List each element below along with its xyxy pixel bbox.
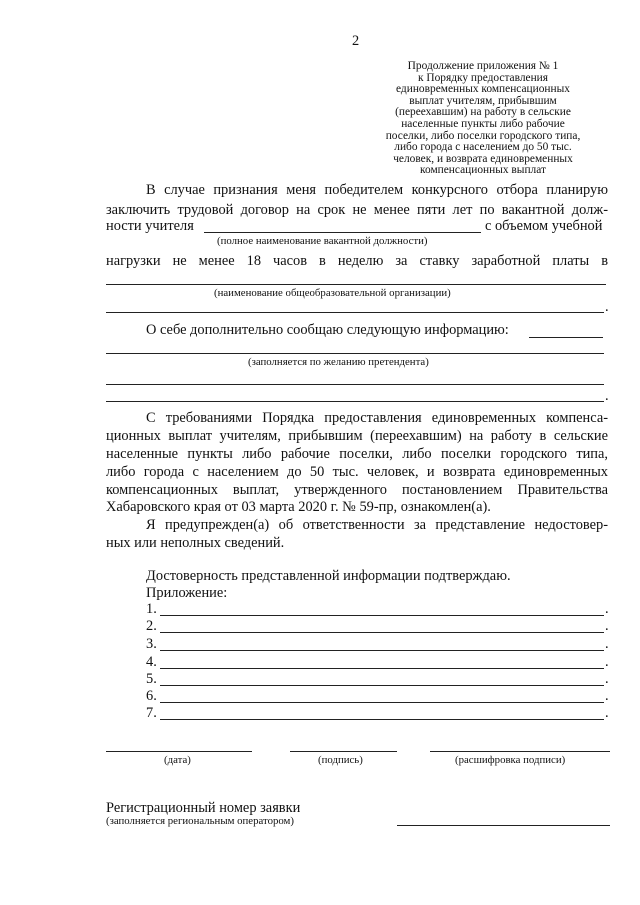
registration-label: Регистрационный номер заявки bbox=[106, 800, 301, 816]
signature-decode-input-line[interactable] bbox=[430, 751, 610, 752]
period: . bbox=[605, 618, 609, 634]
para1-line1: В случае признания меня победителем конкурсного отбора планирую bbox=[146, 182, 608, 198]
confirm-text: Достоверность представленной информации подтверждаю. bbox=[146, 568, 511, 584]
attachment-number: 7. bbox=[146, 705, 157, 721]
period: . bbox=[605, 671, 609, 687]
para4-line: Я предупрежден(а) об ответственности за представление недостовер- bbox=[146, 517, 608, 533]
attachment-input-line[interactable] bbox=[160, 632, 604, 633]
period: . bbox=[605, 705, 609, 721]
attachment-input-line[interactable] bbox=[160, 702, 604, 703]
header-line: поселки, либо поселки городского типа, bbox=[385, 129, 581, 142]
signature-decode-hint: (расшифровка подписи) bbox=[455, 754, 566, 766]
para3-line: ционных выплат учителям, прибывшим (переехавшим) на работу в сельские bbox=[106, 428, 608, 444]
attachment-input-line[interactable] bbox=[160, 685, 604, 686]
period: . bbox=[605, 601, 609, 617]
period: . bbox=[605, 299, 609, 315]
organization-input-line[interactable] bbox=[106, 284, 606, 285]
header-line: (переехавшим) на работу в сельские bbox=[395, 106, 571, 119]
attachment-label: Приложение: bbox=[146, 585, 228, 601]
para2-line1: О себе дополнительно сообщаю следующую информацию: bbox=[146, 322, 509, 338]
position-hint: (полное наименование вакантной должности) bbox=[217, 235, 428, 247]
date-hint: (дата) bbox=[164, 754, 191, 766]
info-input-line[interactable] bbox=[529, 337, 603, 338]
attachment-number: 5. bbox=[146, 671, 157, 687]
page-number: 2 bbox=[352, 33, 360, 49]
info-hint: (заполняется по желанию претендента) bbox=[248, 356, 429, 368]
period: . bbox=[605, 654, 609, 670]
attachment-input-line[interactable] bbox=[160, 668, 604, 669]
para1-line3-prefix: ности учителя bbox=[106, 218, 194, 234]
header-line: либо города с населением до 50 тыс. bbox=[394, 141, 572, 154]
attachment-number: 6. bbox=[146, 688, 157, 704]
period: . bbox=[605, 636, 609, 652]
header-line: выплат учителям, прибывшим bbox=[409, 94, 557, 107]
signature-hint: (подпись) bbox=[318, 754, 363, 766]
info-input-line-2[interactable] bbox=[106, 353, 604, 354]
info-input-line-3[interactable] bbox=[106, 384, 604, 385]
registration-hint: (заполняется региональным оператором) bbox=[106, 815, 294, 827]
appendix-header bbox=[378, 61, 588, 177]
para1-line3-suffix: с объемом учебной bbox=[485, 218, 603, 234]
header-line: единовременных компенсационных bbox=[396, 83, 570, 96]
attachment-number: 2. bbox=[146, 618, 157, 634]
period: . bbox=[605, 388, 609, 404]
para4-line: ных или неполных сведений. bbox=[106, 535, 285, 551]
attachment-input-line[interactable] bbox=[160, 719, 604, 720]
organization-hint: (наименование общеобразовательной организации) bbox=[214, 287, 451, 299]
para3-line: либо города с населением до 50 тыс. человек, и возврата единовременных bbox=[106, 464, 608, 480]
header-line: к Порядку предоставления bbox=[417, 71, 549, 84]
para1-line2: заключить трудовой договор на срок не менее пяти лет по вакантной долж- bbox=[106, 202, 608, 218]
attachment-input-line[interactable] bbox=[160, 615, 604, 616]
attachment-number: 3. bbox=[146, 636, 157, 652]
attachment-number: 1. bbox=[146, 601, 157, 617]
header-line: Продолжение приложения № 1 bbox=[407, 60, 559, 72]
position-input-line[interactable] bbox=[204, 232, 481, 233]
header-line: населенные пункты либо рабочие bbox=[401, 117, 565, 130]
attachment-input-line[interactable] bbox=[160, 650, 604, 651]
period: . bbox=[605, 688, 609, 704]
para3-line: С требованиями Порядка предоставления единовременных компенса- bbox=[146, 410, 608, 426]
header-line: компенсационных выплат bbox=[420, 164, 546, 177]
para3-line: населенные пункты либо рабочие поселки, либо поселки городского типа, bbox=[106, 446, 608, 462]
para1-line4: нагрузки не менее 18 часов в неделю за ставку заработной платы в bbox=[106, 253, 608, 269]
attachment-number: 4. bbox=[146, 654, 157, 670]
date-input-line[interactable] bbox=[106, 751, 252, 752]
organization-input-line-2[interactable] bbox=[106, 312, 604, 313]
header-line: человек, и возврата единовременных bbox=[393, 152, 573, 165]
para3-line: Хабаровского края от 03 марта 2020 г. № 59-пр, ознакомлен(а). bbox=[106, 499, 491, 515]
registration-input-line[interactable] bbox=[397, 825, 610, 826]
para3-line: компенсационных выплат, утвержденного постановлением Правительства bbox=[106, 482, 608, 498]
info-input-line-4[interactable] bbox=[106, 401, 604, 402]
signature-input-line[interactable] bbox=[290, 751, 397, 752]
